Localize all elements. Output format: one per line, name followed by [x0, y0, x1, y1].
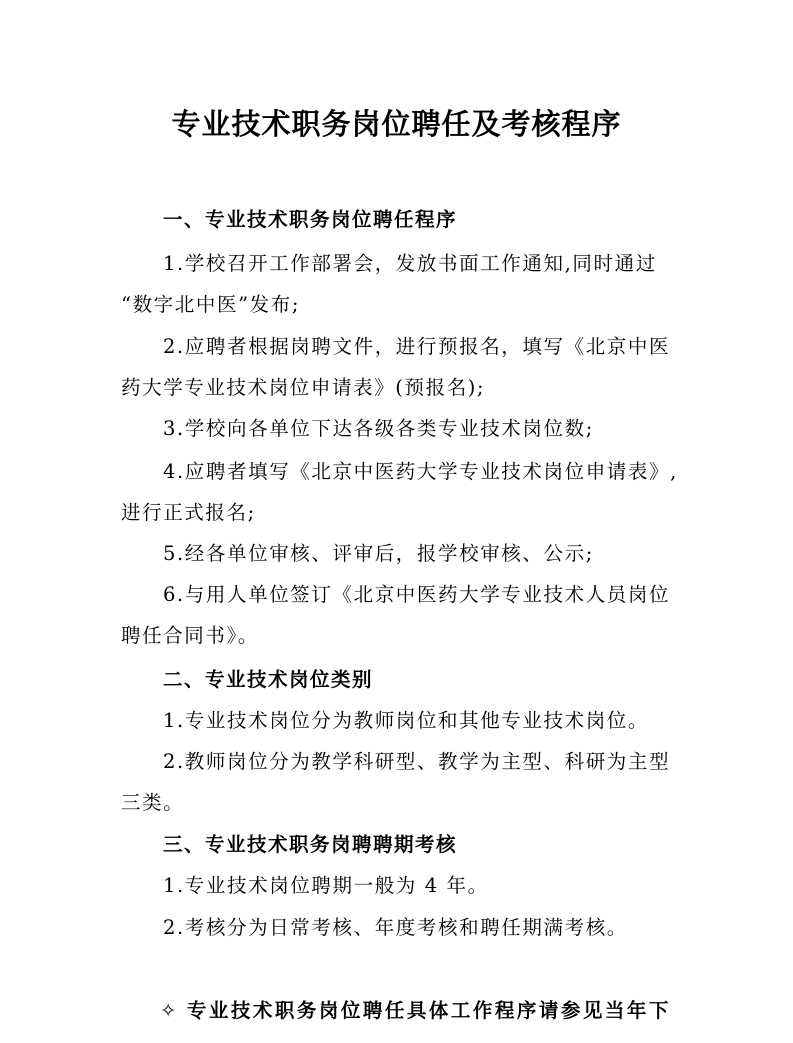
page-title: 专业技术职务岗位聘任及考核程序	[171, 107, 622, 141]
s1-item-6-line-1: 6.与用人单位签订《北京中医药大学专业技术人员岗位	[163, 583, 671, 606]
s1-item-4-line-2: 进行正式报名;	[121, 501, 256, 524]
s1-item-1-line-2: “数字北中医”发布;	[121, 293, 301, 316]
s1-item-2-line-2: 药大学专业技术岗位申请表》(预报名);	[121, 376, 486, 399]
s1-item-5: 5.经各单位审核、评审后，报学校审核、公示;	[163, 542, 594, 565]
s1-item-1-line-1: 1.学校召开工作部署会，发放书面工作通知,同时通过	[163, 252, 657, 275]
s3-item-1: 1.专业技术岗位聘期一般为 4 年。	[163, 874, 489, 897]
s1-item-2-line-1: 2.应聘者根据岗聘文件，进行预报名，填写《北京中医	[163, 335, 671, 358]
note-text: 专业技术职务岗位聘任具体工作程序请参见当年下	[186, 999, 671, 1022]
note-line	[160, 998, 671, 1024]
s2-item-2-line-1: 2.教师岗位分为教学科研型、教学为主型、科研为主型	[163, 750, 671, 773]
s1-item-3: 3.学校向各单位下达各级各类专业技术岗位数;	[163, 417, 594, 440]
diamond-bullet-icon: ✧	[160, 999, 179, 1022]
section-1-heading: 一、专业技术职务岗位聘任程序	[163, 208, 458, 231]
s1-item-6-line-2: 聘任合同书》。	[121, 624, 259, 647]
s2-item-1: 1.专业技术岗位分为教师岗位和其他专业技术岗位。	[163, 709, 650, 732]
section-3-heading: 三、专业技术职务岗聘聘期考核	[163, 833, 458, 856]
s1-item-4-line-1: 4.应聘者填写《北京中医药大学专业技术岗位申请表》,	[163, 460, 678, 483]
s2-item-2-line-2: 三类。	[121, 791, 185, 814]
section-2-heading: 二、专业技术岗位类别	[163, 668, 374, 691]
s3-item-2: 2.考核分为日常考核、年度考核和聘任期满考核。	[163, 916, 628, 939]
